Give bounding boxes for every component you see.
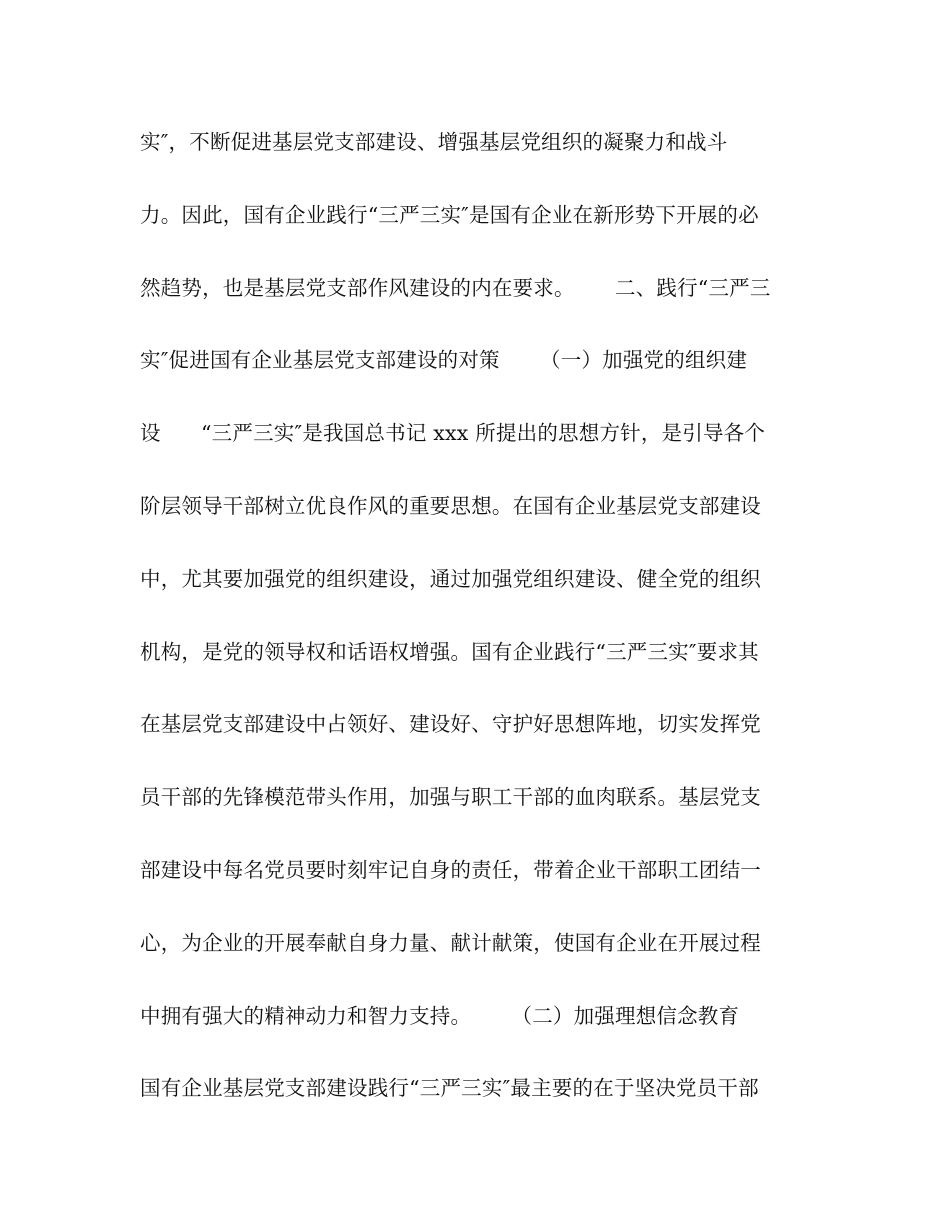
text-line-1: 实″，不断促进基层党支部建设、增强基层党组织的凝聚力和战斗 xyxy=(140,130,728,154)
text-line-4: 实″促进国有企业基层党支部建设的对策 （一）加强党的组织建 xyxy=(140,348,748,373)
text-line-10: 员干部的先锋模范带头作用，加强与职工干部的血肉联系。基层党支 xyxy=(140,785,761,810)
text-line-9: 在基层党支部建设中占领好、建设好、守护好思想阵地，切实发挥党 xyxy=(140,712,761,737)
text-line-12: 心，为企业的开展奉献自身力量、献计献策，使国有企业在开展过程 xyxy=(140,930,761,955)
text-line-2: 力。因此，国有企业践行“三严三实″是国有企业在新形势下开展的必 xyxy=(140,202,759,227)
text-line-7: 中，尤其要加强党的组织建设，通过加强党组织建设、健全党的组织 xyxy=(140,566,761,591)
text-line-11: 部建设中每名党员要时刻牢记自身的责任，带着企业干部职工团结一 xyxy=(140,857,761,882)
text-line-5: 设 “三严三实″是我国总书记 xxx 所提出的思想方针，是引导各个 xyxy=(140,421,766,446)
text-line-6: 阶层领导干部树立优良作风的重要思想。在国有企业基层党支部建设 xyxy=(140,493,761,518)
document-body xyxy=(140,124,810,1143)
text-line-8: 机构，是党的领导权和话语权增强。国有企业践行“三严三实″要求其 xyxy=(140,639,759,664)
text-line-13: 中拥有强大的精神动力和智力支持。 （二）加强理想信念教育 xyxy=(140,1003,740,1028)
text-line-14: 国有企业基层党支部建设践行“三严三实″最主要的在于坚决党员干部 xyxy=(140,1076,759,1101)
text-line-3: 然趋势，也是基层党支部作风建设的内在要求。 二、践行“三严三 xyxy=(140,275,771,300)
